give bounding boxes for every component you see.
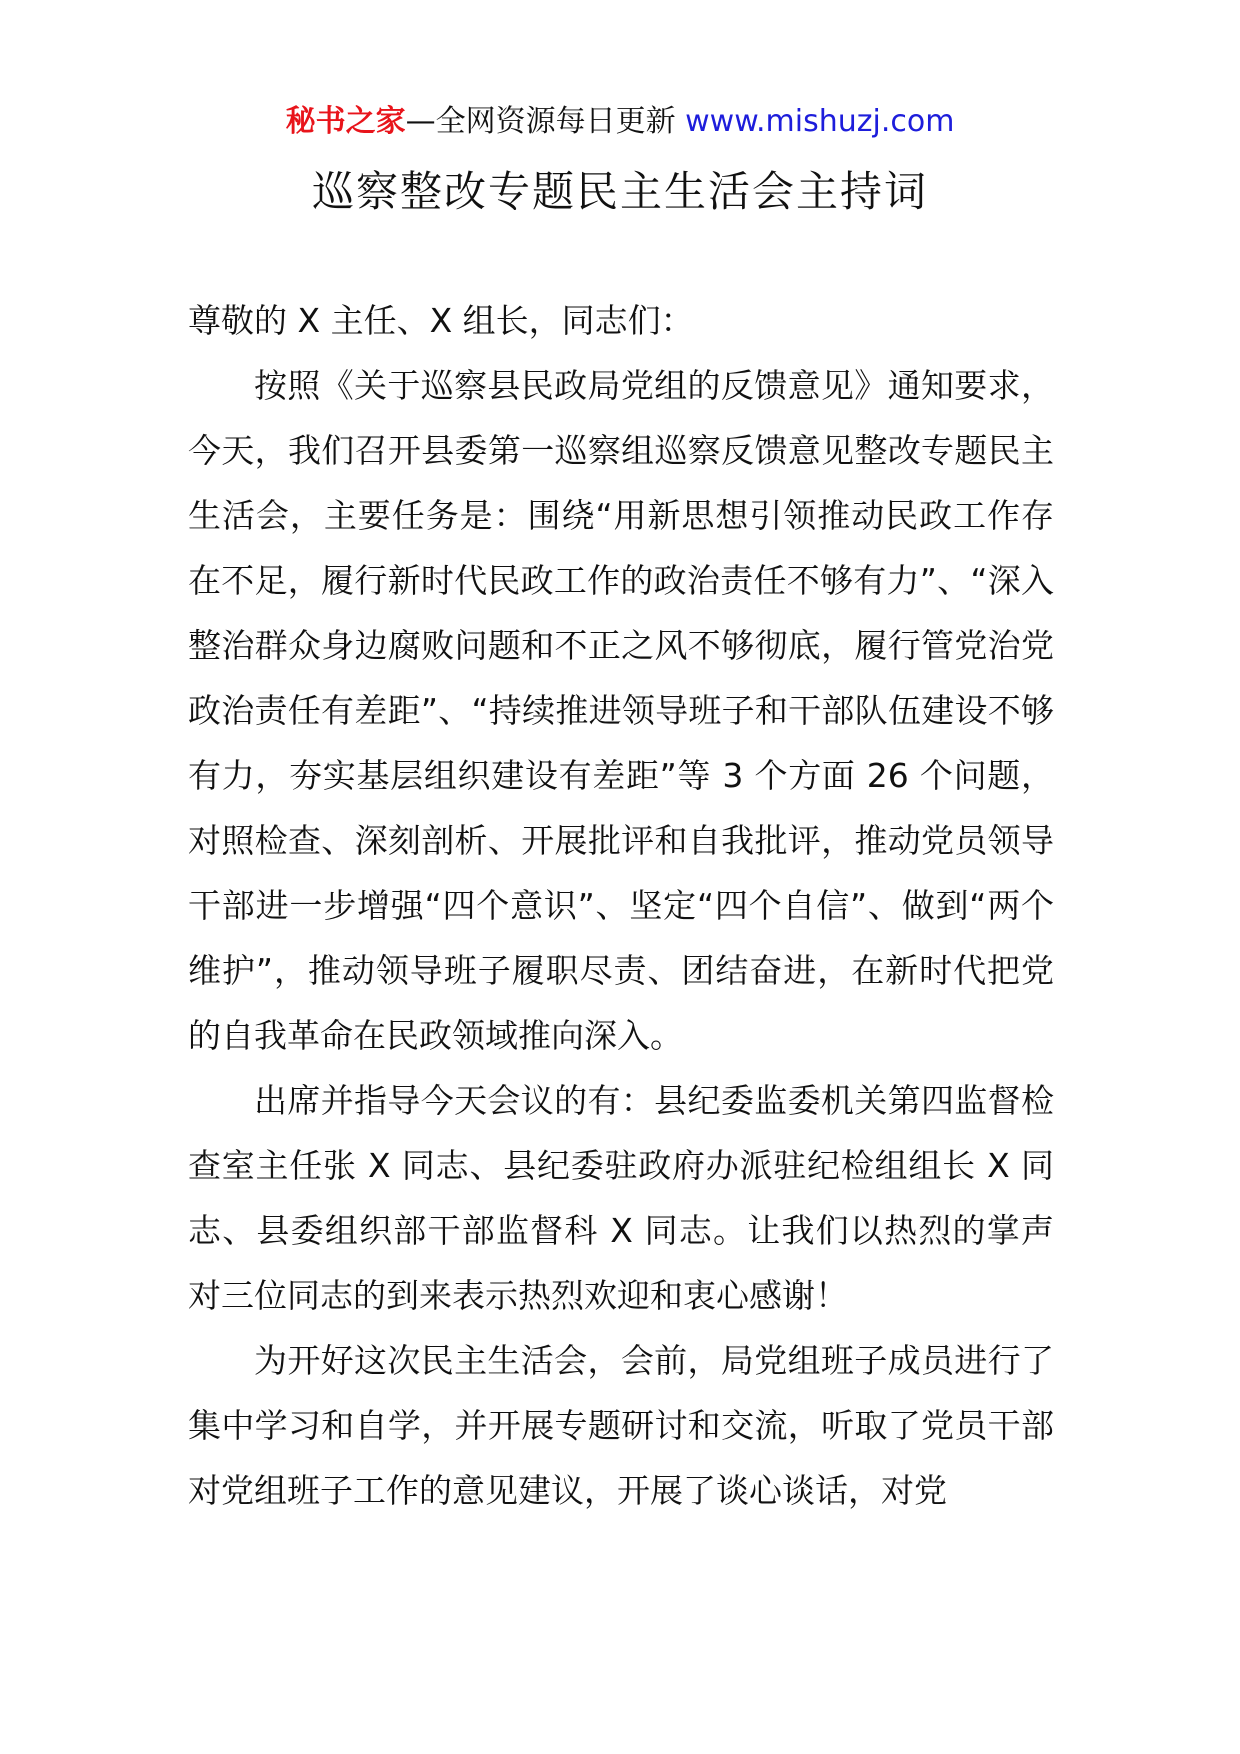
document-title: 巡察整改专题民主生活会主持词 — [311, 167, 928, 216]
body-paragraph-2: 出席并指导今天会议的有：县纪委监委机关第四监督检查室主任张 X 同志、县纪委驻政府办派驻纪检组组长 X 同志、县委组织部干部监督科 X 同志。让我们以热烈的掌声对三位同志的到来表示热烈欢迎和衷心感谢！ — [188, 1081, 1054, 1315]
site-header — [0, 102, 1240, 142]
site-url-link[interactable]: www.mishuzj.com — [685, 104, 955, 139]
salutation: 尊敬的 X 主任、X 组长，同志们： — [188, 301, 694, 340]
site-tagline: —全网资源每日更新 — [405, 104, 676, 139]
body-paragraph-1: 按照《关于巡察县民政局党组的反馈意见》通知要求，今天，我们召开县委第一巡察组巡察反馈意见整改专题民主生活会，主要任务是：围绕“用新思想引领推动民政工作存在不足，履行新时代民政工作的政治责任不够有力”、“深入整治群众身边腐败问题和不正之风不够彻底，履行管党治党政治责任有差距”、“持续推进领导班子和干部队伍建设不够有力，夯实基层组织建设有差距”等 3 个方面 26 个问题，对照检查、深刻剖析、开展批评和自我批评，推动党员领导干部进一步增强“四个意识”、坚定“四个自信”、做到“两个维护”，推动领导班子履职尽责、团结奋进，在新时代把党的自我革命在民政领域推向深入。 — [188, 366, 1054, 1055]
body-paragraph-3: 为开好这次民主生活会，会前，局党组班子成员进行了集中学习和自学，并开展专题研讨和交流，听取了党员干部对党组班子工作的意见建议，开展了谈心谈话，对党 — [188, 1341, 1054, 1510]
document-body — [188, 288, 1054, 1523]
site-brand: 秘书之家 — [285, 104, 406, 139]
